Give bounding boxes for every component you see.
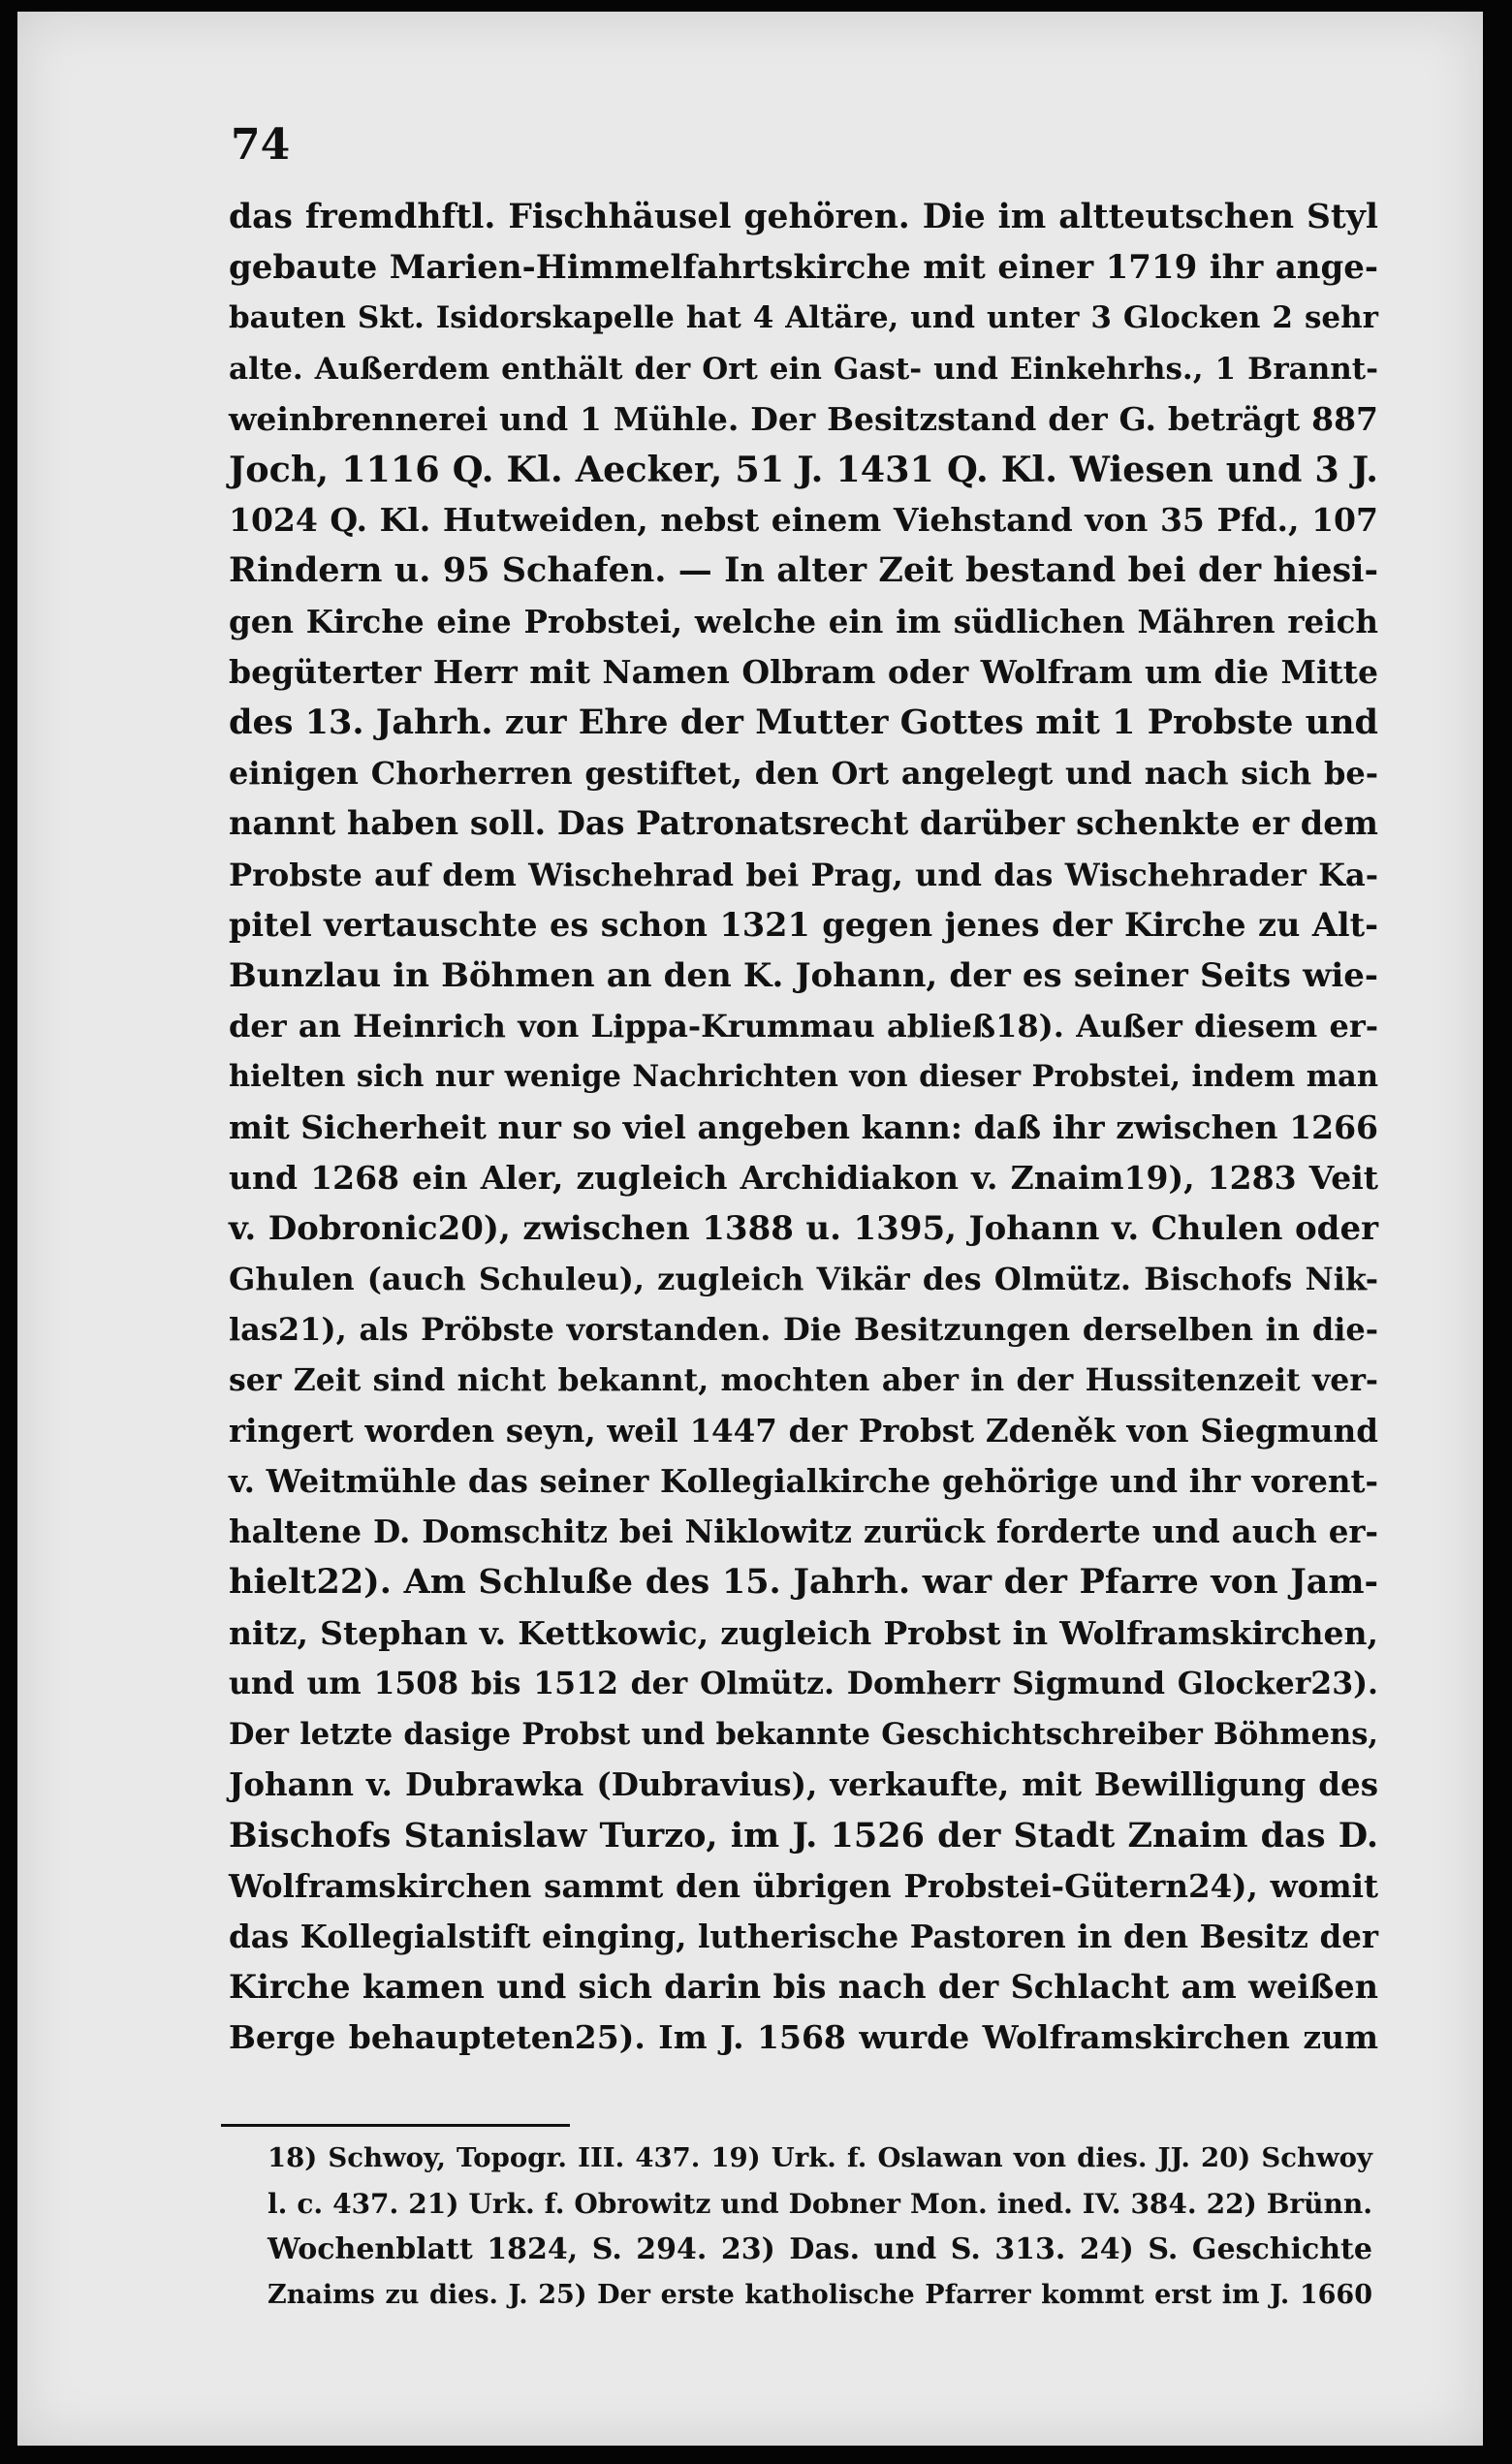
text-line: nannt haben soll. Das Patronatsrecht darüber schenkte er dem <box>229 804 1378 843</box>
text-line: 1024 Q. Kl. Hutweiden, nebst einem Viehstand von 35 Pfd., 107 <box>229 501 1378 540</box>
text-line: Berge behaupteten25). Im J. 1568 wurde Wolframskirchen zum <box>229 2018 1378 2057</box>
text-line: Ghulen (auch Schuleu), zugleich Vikär des Olmütz. Bischofs Nik- <box>229 1261 1378 1298</box>
text-line: pitel vertauschte es schon 1321 gegen jenes der Kirche zu Alt- <box>229 905 1378 944</box>
text-line: hielt22). Am Schluße des 15. Jahrh. war der Pfarre von Jam- <box>229 1562 1378 1603</box>
text-line: gen Kirche eine Probstei, welche ein im südlichen Mähren reich <box>229 602 1378 640</box>
text-line: weinbrennerei und 1 Mühle. Der Besitzstand der G. beträgt 887 <box>229 399 1378 438</box>
text-line: Probste auf dem Wischehrad bei Prag, und das Wischehrader Ka- <box>229 856 1378 893</box>
footnotes <box>268 2136 1372 2318</box>
text-line: der an Heinrich von Lippa-Krummau abließ18). Außer diesem er- <box>229 1008 1378 1045</box>
text-line: und 1268 ein Aler, zugleich Archidiakon v. Znaim19), 1283 Veit <box>229 1158 1378 1197</box>
text-line: Johann v. Dubrawka (Dubravius), verkaufte, mit Bewilligung des <box>229 1765 1378 1804</box>
text-line: nitz, Stephan v. Kettkowic, zugleich Probst in Wolframskirchen, <box>229 1613 1378 1652</box>
page-number: 74 <box>231 120 291 170</box>
text-line: das fremdhftl. Fischhäusel gehören. Die im altteutschen Styl <box>229 198 1378 236</box>
text-line: das Kollegialstift einging, lutherische Pastoren in den Besitz der <box>229 1917 1378 1955</box>
text-line: und um 1508 bis 1512 der Olmütz. Domherr Sigmund Glocker23). <box>229 1665 1378 1701</box>
footnote-line: 18) Schwoy, Topogr. III. 437. 19) Urk. f. Oslawan von dies. JJ. 20) Schwoy <box>268 2142 1372 2173</box>
text-line: las21), als Pröbste vorstanden. Die Besitzungen derselben in die- <box>229 1311 1378 1349</box>
text-line: Kirche kamen und sich darin bis nach der Schlacht am weißen <box>229 1968 1378 2007</box>
text-line: Rindern u. 95 Schafen. — In alter Zeit bestand bei der hiesi- <box>229 550 1378 591</box>
footnote-line: Znaims zu dies. J. 25) Der erste katholische Pfarrer kommt erst im J. 1660 <box>268 2280 1372 2310</box>
text-line: ringert worden seyn, weil 1447 der Probst Zdeněk von Siegmund <box>229 1411 1378 1450</box>
text-line: Bunzlau in Böhmen an den K. Johann, der es seiner Seits wie- <box>229 956 1378 996</box>
text-line: bauten Skt. Isidorskapelle hat 4 Altäre, und unter 3 Glocken 2 sehr <box>229 300 1378 336</box>
text-line: Bischofs Stanislaw Turzo, im J. 1526 der Stadt Znaim das D. <box>229 1815 1378 1856</box>
footnote-line: l. c. 437. 21) Urk. f. Obrowitz und Dobner Mon. ined. IV. 384. 22) Brünn. <box>268 2188 1372 2220</box>
text-line: des 13. Jahrh. zur Ehre der Mutter Gottes mit 1 Probste und <box>229 702 1378 743</box>
text-line: ser Zeit sind nicht bekannt, mochten aber in der Hussitenzeit ver- <box>229 1361 1378 1398</box>
text-line: Wolframskirchen sammt den übrigen Probstei-Gütern24), womit <box>229 1866 1378 1905</box>
text-line: alte. Außerdem enthält der Ort ein Gast- und Einkehrhs., 1 Brannt- <box>229 351 1378 387</box>
text-line: hielten sich nur wenige Nachrichten von dieser Probstei, indem man <box>229 1059 1378 1095</box>
text-line: mit Sicherheit nur so viel angeben kann: daß ihr zwischen 1266 <box>229 1107 1378 1146</box>
body-text <box>229 192 1378 2064</box>
text-line: einigen Chorherren gestiftet, den Ort angelegt und nach sich be- <box>229 755 1378 793</box>
text-line: v. Weitmühle das seiner Kollegialkirche gehörige und ihr vorent- <box>229 1462 1378 1501</box>
text-line: haltene D. Domschitz bei Niklowitz zurück forderte und auch er- <box>229 1513 1378 1551</box>
footnote-line: Wochenblatt 1824, S. 294. 23) Das. und S. 313. 24) S. Geschichte <box>268 2232 1372 2266</box>
footnote-divider <box>221 2124 570 2127</box>
text-line: v. Dobronic20), zwischen 1388 u. 1395, Johann v. Chulen oder <box>229 1209 1378 1249</box>
text-line: Joch, 1116 Q. Kl. Aecker, 51 J. 1431 Q. Kl. Wiesen und 3 J. <box>229 449 1378 491</box>
book-page <box>17 12 1483 2446</box>
text-line: begüterter Herr mit Namen Olbram oder Wolfram um die Mitte <box>229 652 1378 691</box>
text-line: Der letzte dasige Probst und bekannte Geschichtschreiber Böhmens, <box>229 1717 1378 1753</box>
text-line: gebaute Marien-Himmelfahrtskirche mit einer 1719 ihr ange- <box>229 248 1378 288</box>
